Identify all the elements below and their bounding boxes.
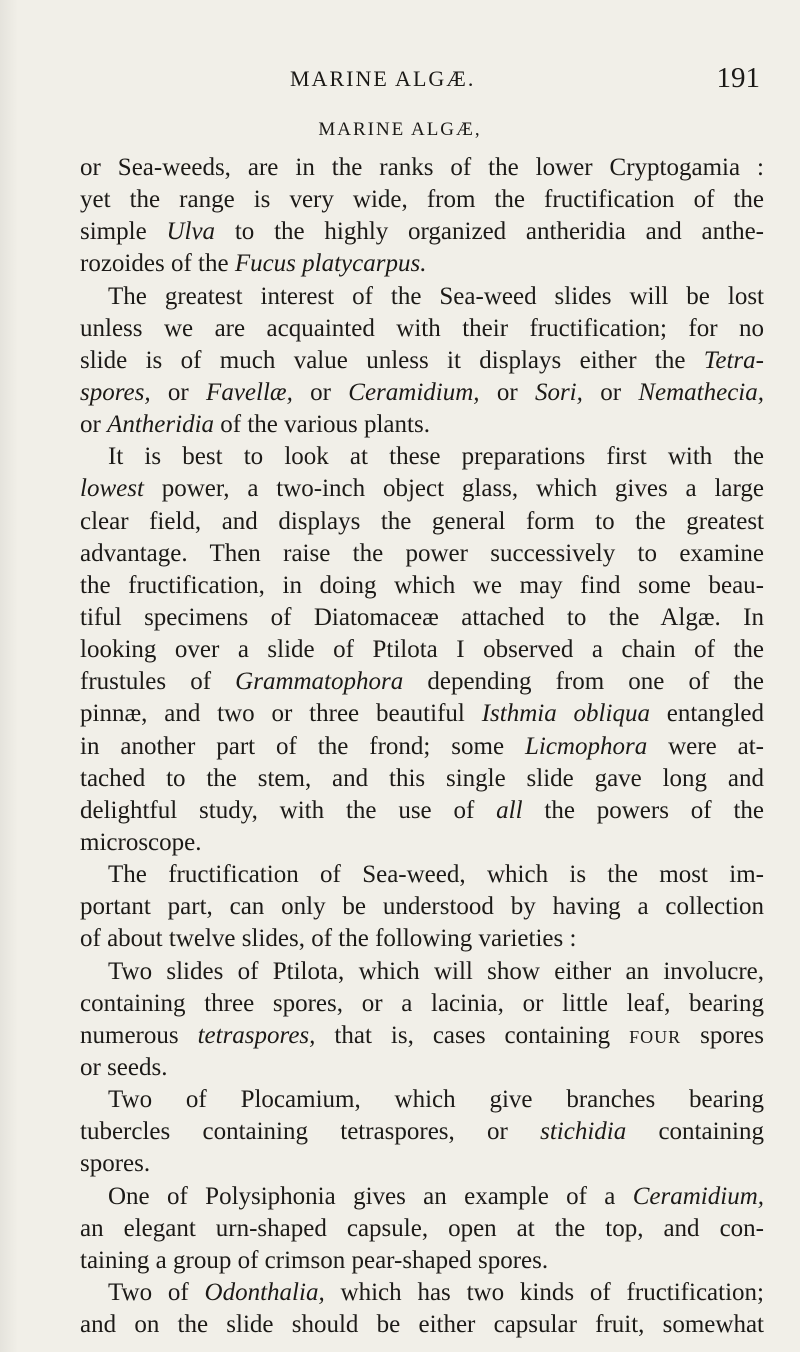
text-segment: that is, cases containing bbox=[315, 1021, 630, 1049]
text-line bbox=[80, 1213, 764, 1245]
text-segment: rozoides of the bbox=[80, 250, 235, 278]
text-line bbox=[80, 827, 764, 859]
text-segment: yet the range is very wide, from the fructification of the bbox=[80, 186, 764, 214]
text-segment: portant part, can only be understood by having a collection bbox=[80, 893, 764, 921]
text-segment: or bbox=[582, 378, 639, 406]
text-segment: spores bbox=[681, 1021, 764, 1049]
italic-term: Fucus platycarpus. bbox=[234, 250, 427, 278]
text-line bbox=[80, 1245, 764, 1277]
text-segment: depending from one of the bbox=[403, 668, 765, 696]
text-line bbox=[80, 988, 764, 1020]
text-segment: simple bbox=[80, 218, 167, 246]
page-edge-shadow bbox=[0, 0, 18, 1352]
text-line bbox=[80, 602, 764, 634]
text-line bbox=[80, 1148, 764, 1180]
text-segment: Two of Plocamium, which give branches bearing bbox=[108, 1086, 764, 1114]
text-line bbox=[80, 763, 764, 795]
text-line bbox=[80, 184, 764, 216]
text-line bbox=[80, 506, 764, 538]
text-segment: were at- bbox=[647, 732, 764, 760]
text-line bbox=[80, 666, 764, 698]
text-line bbox=[80, 313, 764, 345]
text-segment: or bbox=[150, 378, 207, 406]
text-line bbox=[80, 634, 764, 666]
italic-term: Nemathecia, bbox=[638, 378, 764, 406]
text-line bbox=[80, 859, 764, 891]
text-segment: tached to the stem, and this single slide gave long and bbox=[80, 764, 764, 792]
text-segment: taining a group of crimson pear-shaped spores. bbox=[80, 1246, 549, 1274]
text-line bbox=[80, 570, 764, 602]
text-segment: or Sea-weeds, are in the ranks of the lower Cryptogamia : bbox=[80, 154, 764, 181]
text-segment: in another part of the frond; some bbox=[80, 732, 525, 760]
text-segment: The fructification of Sea-weed, which is the most im- bbox=[108, 861, 764, 889]
italic-term: Ulva bbox=[166, 218, 216, 246]
text-segment: which has two kinds of fructification; bbox=[324, 1278, 764, 1306]
text-segment: the fructification, in doing which we may find some beau- bbox=[80, 571, 764, 599]
text-line bbox=[80, 891, 764, 923]
text-line bbox=[80, 1181, 764, 1213]
italic-term: Tetra- bbox=[703, 346, 764, 374]
text-segment: and on the slide should be either capsular fruit, somewhat bbox=[80, 1311, 764, 1339]
text-segment: an elegant urn-shaped capsule, open at the top, and con- bbox=[80, 1214, 764, 1242]
text-segment: power, a two-inch object glass, which gives a large bbox=[143, 475, 764, 503]
text-segment: containing three spores, or a lacinia, or little leaf, bearing bbox=[80, 989, 764, 1017]
text-line bbox=[80, 216, 764, 248]
page-number: 191 bbox=[716, 62, 760, 94]
text-line bbox=[80, 698, 764, 730]
text-segment: of about twelve slides, of the following varieties : bbox=[80, 925, 577, 953]
text-line bbox=[80, 441, 764, 473]
italic-term: Ceramidium, bbox=[348, 378, 480, 406]
text-line bbox=[80, 152, 764, 184]
text-segment: the powers of the bbox=[522, 796, 764, 824]
text-segment: pinnæ, and two or three beautiful bbox=[80, 700, 482, 728]
text-segment: delightful study, with the use of bbox=[80, 796, 497, 824]
italic-term: Isthmia obliqua bbox=[481, 700, 650, 728]
italic-term: Favellæ, bbox=[206, 378, 293, 406]
text-line bbox=[80, 1052, 764, 1084]
text-line bbox=[80, 956, 764, 988]
italic-term: Antheridia bbox=[107, 411, 215, 439]
text-line bbox=[80, 923, 764, 955]
text-segment: or bbox=[479, 378, 535, 406]
text-segment: to the highly organized antheridia and anthe- bbox=[215, 218, 765, 246]
text-line bbox=[80, 1116, 764, 1148]
italic-term: Sori, bbox=[534, 378, 583, 406]
running-header bbox=[80, 58, 760, 98]
text-line bbox=[80, 409, 764, 441]
text-line bbox=[80, 538, 764, 570]
text-segment: tiful specimens of Diatomaceæ attached to the Algæ. In bbox=[80, 603, 764, 631]
text-line bbox=[80, 345, 764, 377]
text-segment: entangled bbox=[649, 700, 764, 728]
text-segment: numerous bbox=[80, 1021, 198, 1049]
italic-term: tetraspores, bbox=[197, 1021, 316, 1049]
body-text bbox=[80, 152, 764, 1341]
text-line bbox=[80, 731, 764, 763]
text-line bbox=[80, 377, 764, 409]
text-segment: The greatest interest of the Sea-weed slides will be lost bbox=[108, 282, 764, 310]
text-segment: unless we are acquainted with their fructification; for no bbox=[80, 314, 764, 342]
text-segment: microscope. bbox=[80, 828, 202, 856]
italic-term: Licmophora bbox=[524, 732, 648, 760]
text-segment: Two of bbox=[108, 1278, 205, 1306]
text-segment: containing bbox=[626, 1118, 764, 1146]
text-line bbox=[80, 248, 764, 280]
text-line bbox=[80, 1309, 764, 1341]
text-segment: Two slides of Ptilota, which will show either an involucre, bbox=[108, 957, 764, 985]
italic-term: spores, bbox=[80, 378, 151, 406]
text-segment: clear field, and displays the general form to the greatest bbox=[80, 507, 764, 535]
italic-term: Ceramidium, bbox=[632, 1182, 764, 1210]
text-segment: frustules of bbox=[80, 668, 236, 696]
section-heading: MARINE ALGÆ, bbox=[318, 119, 482, 140]
text-line bbox=[80, 1277, 764, 1309]
text-segment: tubercles containing tetraspores, or bbox=[80, 1118, 541, 1146]
text-segment: advantage. Then raise the power successively to examine bbox=[80, 539, 764, 567]
text-segment: It is best to look at these preparations first with the bbox=[108, 443, 764, 471]
small-caps-word: four bbox=[629, 1021, 682, 1049]
text-segment: One of Polysiphonia gives an example of a bbox=[108, 1182, 633, 1210]
text-line bbox=[80, 473, 764, 505]
text-segment: of the various plants. bbox=[214, 411, 430, 439]
italic-term: Odonthalia, bbox=[204, 1278, 325, 1306]
italic-term: all bbox=[496, 796, 523, 824]
text-segment: slide is of much value unless it displays either the bbox=[80, 346, 704, 374]
text-line bbox=[80, 795, 764, 827]
text-segment: or bbox=[292, 378, 349, 406]
text-line bbox=[80, 1020, 764, 1052]
text-line bbox=[80, 281, 764, 313]
text-segment: or seeds. bbox=[80, 1053, 168, 1081]
text-segment: or bbox=[80, 411, 108, 439]
text-segment: spores. bbox=[80, 1150, 151, 1178]
running-title: MARINE ALGÆ. bbox=[290, 66, 476, 91]
text-line bbox=[80, 1084, 764, 1116]
italic-term: lowest bbox=[80, 475, 144, 503]
italic-term: Grammatophora bbox=[235, 668, 404, 696]
italic-term: stichidia bbox=[540, 1118, 627, 1146]
text-segment: looking over a slide of Ptilota I observed a chain of the bbox=[80, 636, 764, 664]
